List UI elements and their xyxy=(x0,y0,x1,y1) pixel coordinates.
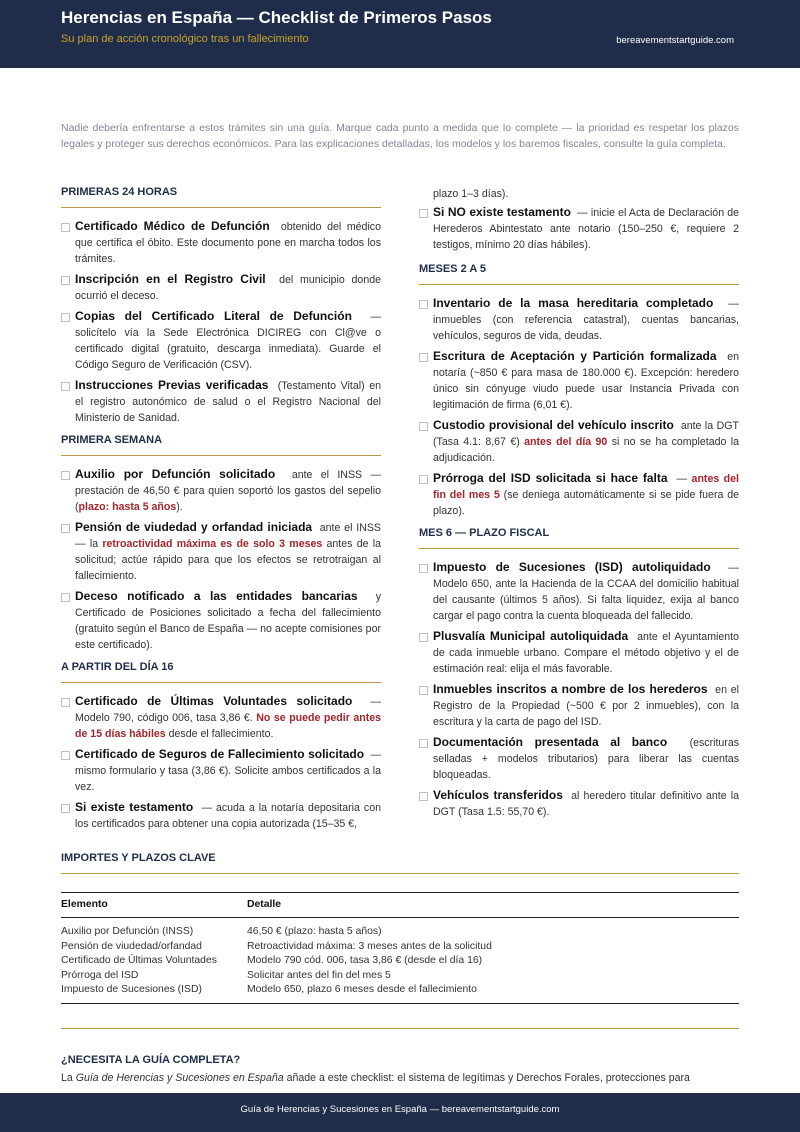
checkbox[interactable] xyxy=(419,739,428,748)
checkbox[interactable] xyxy=(61,804,70,813)
column-header: Elemento xyxy=(61,893,247,918)
item-text: — mismo formulario y tasa (3,86 €). Solicite ambos certificados a la vez. xyxy=(75,749,381,793)
checkbox[interactable] xyxy=(61,593,70,602)
cta-heading: ¿NECESITA LA GUÍA COMPLETA? xyxy=(61,1054,241,1066)
checklist-item xyxy=(419,559,739,624)
item-text: (escrituras selladas + modelos tributarios) para liberar las cuentas bloqueadas. xyxy=(433,737,740,781)
checkbox[interactable] xyxy=(61,524,70,533)
table-cell: Certificado de Últimas Voluntades xyxy=(61,955,217,967)
item-text-end: ). xyxy=(176,501,183,513)
checkbox[interactable] xyxy=(61,382,70,391)
item-text: — inmuebles (con referencia catastral), cuentas bancarias, vehículos, seguros de vida, deudas. xyxy=(433,298,740,342)
section-heading: PRIMERA SEMANA xyxy=(61,434,381,456)
item-continuation: plazo 1–3 días). xyxy=(433,188,509,200)
item-text: ante la DGT (Tasa 4.1: 8,67 €) xyxy=(433,420,739,448)
item-title: Vehículos transferidos xyxy=(433,788,563,802)
table-cell: 46,50 € (plazo: hasta 5 años) xyxy=(247,926,382,937)
divider xyxy=(61,1028,739,1029)
item-title: Copias del Certificado Literal de Defunción xyxy=(75,309,352,323)
section-heading: IMPORTES Y PLAZOS CLAVE xyxy=(61,852,739,874)
table-row xyxy=(61,969,739,984)
deadline-alert: retroactividad máxima es de solo 3 meses xyxy=(102,538,323,550)
table-header-row xyxy=(61,893,739,918)
item-text: (Testamento Vital) en el registro autonómico de salud o el Registro Nacional del Ministerio de Sanidad. xyxy=(75,380,382,424)
item-text: — Modelo 790, código 006, tasa 3,86 €. xyxy=(75,696,381,724)
checkbox[interactable] xyxy=(61,276,70,285)
item-title: Si NO existe testamento xyxy=(433,205,571,219)
page-title: Herencias en España — Checklist de Primeros Pasos xyxy=(61,8,492,27)
item-title: Certificado de Seguros de Fallecimiento solicitado xyxy=(75,747,365,761)
item-text: — inicie el Acta de Declaración de Herederos Abintestato ante notario (150–250 €, requiere 2 testigos, mínimo 20 días hábiles). xyxy=(433,207,739,251)
table-cell: Modelo 650, plazo 6 meses desde el fallecimiento xyxy=(247,984,477,996)
page-footer xyxy=(0,1093,800,1132)
table-cell: Pensión de viudedad/orfandad xyxy=(61,940,202,952)
table-cell: Modelo 790 cód. 006, tasa 3,86 € (desde el día 16) xyxy=(247,955,483,967)
checklist-item xyxy=(61,588,381,653)
checklist-item xyxy=(419,734,739,783)
checklist-item xyxy=(61,466,381,515)
table-row xyxy=(61,954,739,969)
checklist-item xyxy=(419,417,739,466)
item-text: ante el INSS — prestación de 46,50 € para quien soportó los gastos del sepelio ( xyxy=(75,469,381,513)
item-title: Custodio provisional del vehículo inscrito xyxy=(433,418,674,432)
item-text-end: (se deniega automáticamente si se pide fuera de plazo). xyxy=(433,489,739,517)
item-title: Certificado de Últimas Voluntades solicitado xyxy=(75,694,353,708)
item-text-end: si no se ha completado la adjudicación. xyxy=(433,436,739,464)
checklist-item xyxy=(61,271,381,304)
checklist-item xyxy=(419,470,739,519)
site-url[interactable]: bereavementstartguide.com xyxy=(616,35,734,46)
checkbox[interactable] xyxy=(419,353,428,362)
checkbox[interactable] xyxy=(419,300,428,309)
footer-text: Guía de Herencias y Sucesiones en España — bereavementstartguide.com xyxy=(240,1104,560,1115)
item-text: y Certificado de Posiciones solicitado a fecha del fallecimiento (gratuito según el Banco de España — no acepte comisiones por este certificado). xyxy=(75,591,381,651)
item-title: Deceso notificado a las entidades bancarias xyxy=(75,589,358,603)
checkbox[interactable] xyxy=(61,751,70,760)
checklist-item xyxy=(61,377,381,426)
deadline-alert: plazo: hasta 5 años xyxy=(78,501,177,513)
section-first-week xyxy=(61,434,381,653)
checkbox[interactable] xyxy=(419,475,428,484)
cta-text xyxy=(61,1072,739,1084)
section-heading: A PARTIR DEL DÍA 16 xyxy=(61,661,381,683)
page-header xyxy=(0,0,800,68)
checkbox[interactable] xyxy=(419,792,428,801)
checkbox[interactable] xyxy=(419,633,428,642)
page-subtitle: Su plan de acción cronológico tras un fallecimiento xyxy=(61,33,309,45)
checklist-item xyxy=(61,308,381,373)
checkbox[interactable] xyxy=(419,686,428,695)
item-title: Documentación presentada al banco xyxy=(433,735,668,749)
section-month-6 xyxy=(419,527,739,820)
item-title: Escritura de Aceptación y Partición formalizada xyxy=(433,349,717,363)
section-from-day-16 xyxy=(61,661,381,832)
item-title: Inmuebles inscritos a nombre de los herederos xyxy=(433,682,708,696)
checklist-item xyxy=(419,787,739,820)
item-title: Pensión de viudedad y orfandad iniciada xyxy=(75,520,313,534)
checkbox[interactable] xyxy=(61,698,70,707)
item-text: al heredero titular definitivo ante la DGT (Tasa 1.5: 55,70 €). xyxy=(433,790,739,818)
item-text-end: antes de la solicitud; actúe rápido para que los efectos se retrotraigan al fallecimiento. xyxy=(75,538,381,582)
table-row xyxy=(61,983,739,1003)
checklist-item xyxy=(61,519,381,584)
section-first-24-hours xyxy=(61,186,381,426)
table-cell: Auxilio por Defunción (INSS) xyxy=(61,926,194,937)
right-column xyxy=(419,186,739,828)
deadline-alert: No se puede pedir antes de 15 días hábiles xyxy=(75,712,382,740)
table-cell: Impuesto de Sucesiones (ISD) xyxy=(61,984,202,996)
item-text: en el Registro de la Propiedad (~500 € por 2 inmuebles), con la escritura y la carta de pago del ISD. xyxy=(433,684,739,728)
checklist-item xyxy=(419,681,739,730)
item-title: Inventario de la masa hereditaria completado xyxy=(433,296,714,310)
table-cell: Retroactividad máxima: 3 meses antes de la solicitud xyxy=(247,940,492,952)
checkbox[interactable] xyxy=(419,422,428,431)
checklist-item xyxy=(419,295,739,344)
intro-text: Nadie debería enfrentarse a estos trámites sin una guía. Marque cada punto a medida que lo complete — la prioridad es respetar los plazos legales y proteger sus derechos económicos. Para las explicaciones detalladas, los modelos y los baremos fiscales, consulte la guía completa. xyxy=(61,122,739,150)
item-text: — xyxy=(676,473,692,485)
checklist-item xyxy=(61,218,381,267)
table-row xyxy=(61,918,739,940)
table-cell: Prórroga del ISD xyxy=(61,969,139,981)
item-text: ante el Ayuntamiento de cada inmueble urbano. Compare el método objetivo y el de estimación real: elija el más favorable. xyxy=(433,631,739,675)
deadline-alert: antes del día 90 xyxy=(524,436,608,448)
checklist-item xyxy=(61,693,381,742)
guide-name: Guía de Herencias y Sucesiones en España xyxy=(75,1072,284,1084)
item-title: Si existe testamento xyxy=(75,800,194,814)
item-title: Certificado Médico de Defunción xyxy=(75,219,270,233)
checklist-item xyxy=(61,746,381,795)
checkbox[interactable] xyxy=(419,564,428,573)
item-title: Inscripción en el Registro Civil xyxy=(75,272,266,286)
table-row xyxy=(61,940,739,955)
checklist-item xyxy=(61,799,381,832)
item-title: Auxilio por Defunción solicitado xyxy=(75,467,276,481)
checklist-item xyxy=(419,628,739,677)
section-months-2-5 xyxy=(419,263,739,519)
item-text: — solicítelo vía la Sede Electrónica DICIREG con Cl@ve o certificado digital (gratuito, descarga inmediata). Guarde el Código Seguro de Verificación (CSV). xyxy=(75,311,381,371)
checkbox[interactable] xyxy=(61,471,70,480)
item-text: ante el INSS — la xyxy=(75,522,381,550)
key-amounts-section xyxy=(61,852,739,1004)
key-amounts-table xyxy=(61,892,739,1004)
item-title: Impuesto de Sucesiones (ISD) autoliquidado xyxy=(433,560,711,574)
table-cell: Solicitar antes del fin del mes 5 xyxy=(247,969,391,981)
item-text: — acuda a la notaría depositaria con los certificados para obtener una copia autorizada (15–35 €, xyxy=(75,802,381,830)
checklist-item xyxy=(419,204,739,253)
section-heading: MES 6 — PLAZO FISCAL xyxy=(419,527,739,549)
column-header: Detalle xyxy=(247,893,739,918)
checklist-item xyxy=(419,348,739,413)
section-heading: MESES 2 A 5 xyxy=(419,263,739,285)
cta-text-start: La xyxy=(61,1072,76,1084)
item-text-end: desde el fallecimiento. xyxy=(165,728,274,740)
cta-text-end: añade a este checklist: el sistema de legítimas y Derechos Forales, protecciones para xyxy=(283,1072,690,1084)
checkbox[interactable] xyxy=(61,223,70,232)
left-column xyxy=(61,186,381,840)
item-text: del municipio donde ocurrió el deceso. xyxy=(75,274,381,302)
item-title: Instrucciones Previas verificadas xyxy=(75,378,269,392)
item-title: Plusvalía Municipal autoliquidada xyxy=(433,629,629,643)
item-text: — Modelo 650, ante la Hacienda de la CCAA del domicilio habitual del causante (últimos 5 años). Si falta liquidez, exija al banco cargar el pago contra la cuenta bloqueada del fallecido. xyxy=(433,562,739,622)
item-title: Prórroga del ISD solicitada si hace falta xyxy=(433,471,668,485)
deadline-alert: antes del fin del mes 5 xyxy=(433,473,739,501)
checkbox[interactable] xyxy=(61,313,70,322)
item-text: en notaría (~850 € para masa de 180.000 €). Excepción: heredero único sin cónyuge viudo puede usar Instancia Privada con legitimación de firma (6,01 €). xyxy=(433,351,740,411)
section-heading: PRIMERAS 24 HORAS xyxy=(61,186,381,208)
checkbox[interactable] xyxy=(419,209,428,218)
item-text: obtenido del médico que certifica el óbito. Este documento pone en marcha todos los trámites. xyxy=(75,221,381,265)
